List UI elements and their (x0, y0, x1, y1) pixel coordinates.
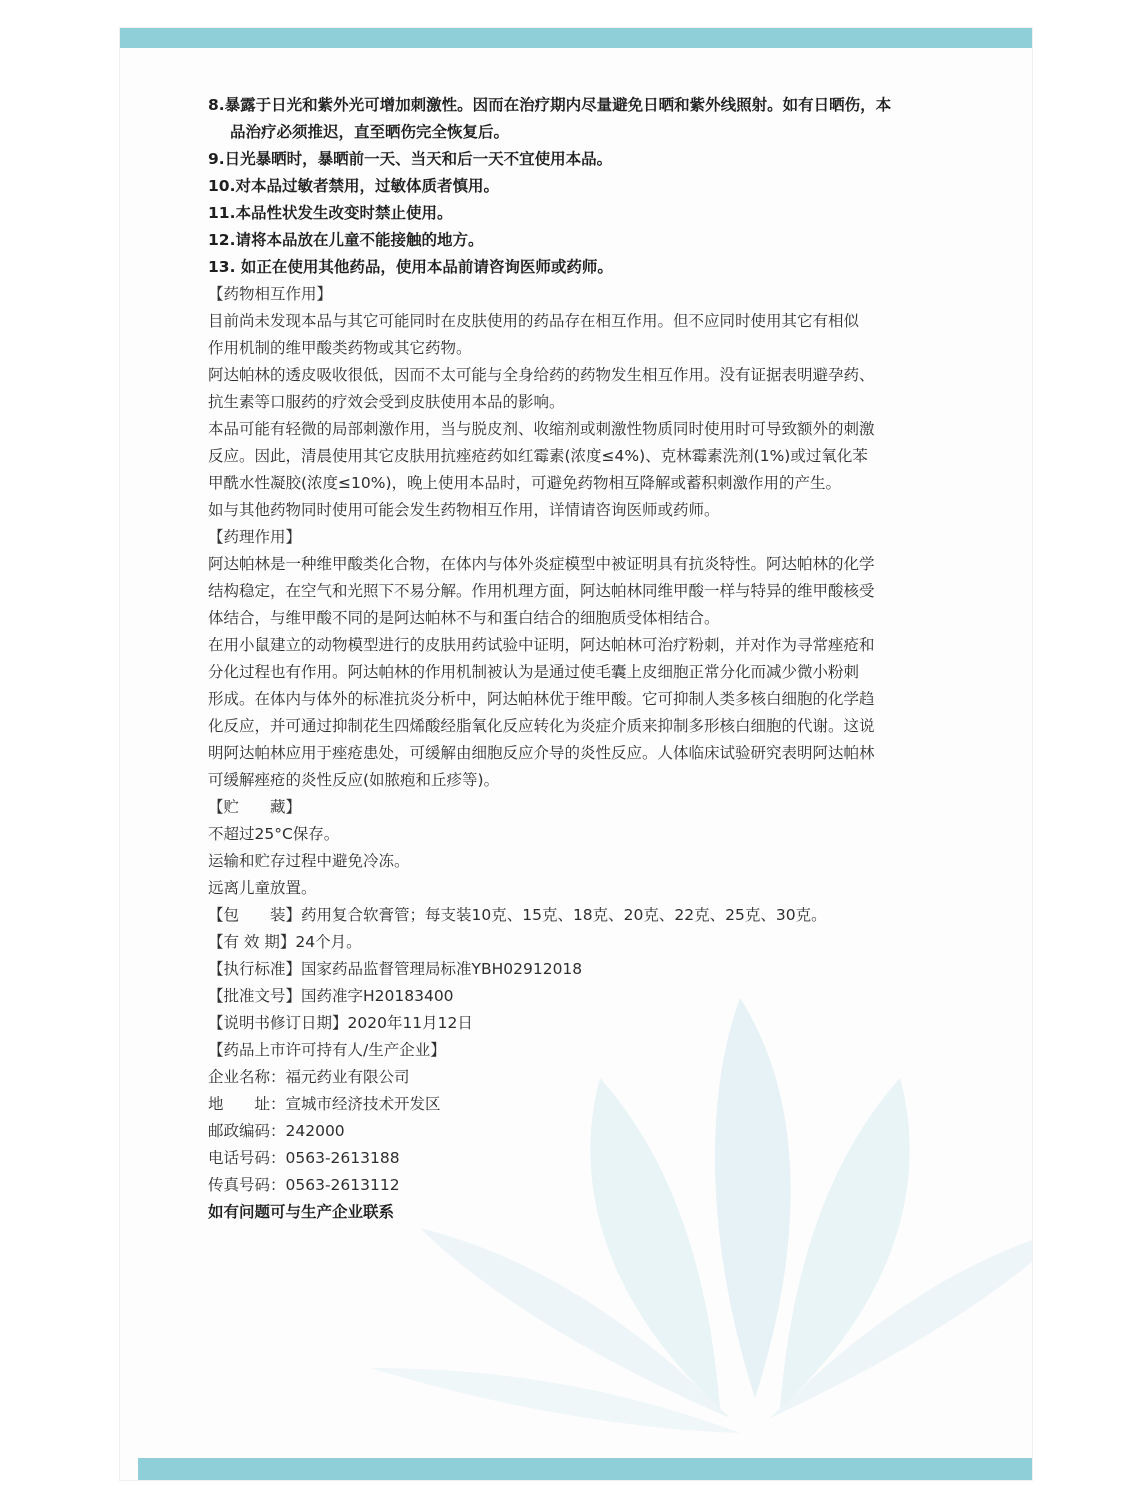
storage-heading: 【贮 藏】 (208, 798, 302, 816)
company-name: 企业名称：福元药业有限公司 (208, 1068, 410, 1086)
leaflet-text (208, 92, 1008, 1226)
interactions-heading: 【药物相互作用】 (208, 285, 333, 303)
bottom-color-band (138, 1458, 1032, 1480)
approval-number-info: 【批准文号】国药准字H20183400 (208, 987, 454, 1005)
storage-line: 运输和贮存过程中避免冷冻。 (208, 852, 410, 870)
storage-line: 不超过25°C保存。 (208, 825, 340, 843)
interactions-line: 作用机制的维甲酸类药物或其它药物。 (208, 339, 472, 357)
pharmacology-line: 明阿达帕林应用于痤疮患处，可缓解由细胞反应介导的炎性反应。人体临床试验研究表明阿达帕林 (208, 744, 875, 762)
manufacturer-heading: 【药品上市许可持有人/生产企业】 (208, 1041, 446, 1059)
fax-number: 传真号码：0563-2613112 (208, 1176, 400, 1194)
packaging-info: 【包 装】药用复合软膏管；每支装10克、15克、18克、20克、22克、25克、30克。 (208, 906, 827, 924)
warning-12: 12.请将本品放在儿童不能接触的地方。 (208, 231, 484, 249)
warning-11: 11.本品性状发生改变时禁止使用。 (208, 204, 453, 222)
standard-info: 【执行标准】国家药品监督管理局标准YBH02912018 (208, 960, 583, 978)
warning-13: 13. 如正在使用其他药品，使用本品前请咨询医师或药师。 (208, 258, 613, 276)
contact-note: 如有问题可与生产企业联系 (208, 1203, 395, 1221)
interactions-line: 阿达帕林的透皮吸收很低，因而不太可能与全身给药的药物发生相互作用。没有证据表明避孕药、 (208, 366, 875, 384)
warning-8-line-1: 8.暴露于日光和紫外光可增加刺激性。因而在治疗期内尽量避免日晒和紫外线照射。如有日晒伤，本 (208, 96, 892, 114)
shelf-life-info: 【有 效 期】24个月。 (208, 933, 362, 951)
postal-code: 邮政编码：242000 (208, 1122, 345, 1140)
leaflet-page (120, 28, 1032, 1480)
phone-number: 电话号码：0563-2613188 (208, 1149, 400, 1167)
pharmacology-line: 体结合，与维甲酸不同的是阿达帕林不与和蛋白结合的细胞质受体相结合。 (208, 609, 720, 627)
pharmacology-line: 在用小鼠建立的动物模型进行的皮肤用药试验中证明，阿达帕林可治疗粉刺，并对作为寻常痤疮和 (208, 636, 875, 654)
company-address: 地 址：宣城市经济技术开发区 (208, 1095, 441, 1113)
pharmacology-line: 结构稳定，在空气和光照下不易分解。作用机理方面，阿达帕林同维甲酸一样与特异的维甲酸核受 (208, 582, 875, 600)
interactions-line: 本品可能有轻微的局部刺激作用，当与脱皮剂、收缩剂或刺激性物质同时使用时可导致额外的刺激 (208, 420, 875, 438)
revision-date-info: 【说明书修订日期】2020年11月12日 (208, 1014, 473, 1032)
storage-line: 远离儿童放置。 (208, 879, 317, 897)
pharmacology-line: 可缓解痤疮的炎性反应(如脓疱和丘疹等)。 (208, 771, 500, 789)
interactions-line: 抗生素等口服药的疗效会受到皮肤使用本品的影响。 (208, 393, 565, 411)
top-color-band (120, 28, 1032, 48)
pharmacology-line: 化反应，并可通过抑制花生四烯酸经脂氧化反应转化为炎症介质来抑制多形核白细胞的代谢。这说 (208, 717, 875, 735)
pharmacology-line: 形成。在体内与体外的标准抗炎分析中，阿达帕林优于维甲酸。它可抑制人类多核白细胞的化学趋 (208, 690, 875, 708)
interactions-line: 甲酰水性凝胶(浓度≤10%)，晚上使用本品时，可避免药物相互降解或蓄积刺激作用的产生。 (208, 474, 842, 492)
pharmacology-line: 分化过程也有作用。阿达帕林的作用机制被认为是通过使毛囊上皮细胞正常分化而减少微小粉刺 (208, 663, 860, 681)
pharmacology-heading: 【药理作用】 (208, 528, 302, 546)
warning-9: 9.日光暴晒时，暴晒前一天、当天和后一天不宜使用本品。 (208, 150, 613, 168)
warning-10: 10.对本品过敏者禁用，过敏体质者慎用。 (208, 177, 499, 195)
pharmacology-line: 阿达帕林是一种维甲酸类化合物，在体内与体外炎症模型中被证明具有抗炎特性。阿达帕林的化学 (208, 555, 875, 573)
interactions-line: 反应。因此，清晨使用其它皮肤用抗痤疮药如红霉素(浓度≤4%)、克林霉素洗剂(1%)或过氧化苯 (208, 447, 868, 465)
interactions-line: 如与其他药物同时使用可能会发生药物相互作用，详情请咨询医师或药师。 (208, 501, 720, 519)
warning-8-line-2: 品治疗必须推迟，直至晒伤完全恢复后。 (230, 123, 510, 141)
interactions-line: 目前尚未发现本品与其它可能同时在皮肤使用的药品存在相互作用。但不应同时使用其它有相似 (208, 312, 860, 330)
